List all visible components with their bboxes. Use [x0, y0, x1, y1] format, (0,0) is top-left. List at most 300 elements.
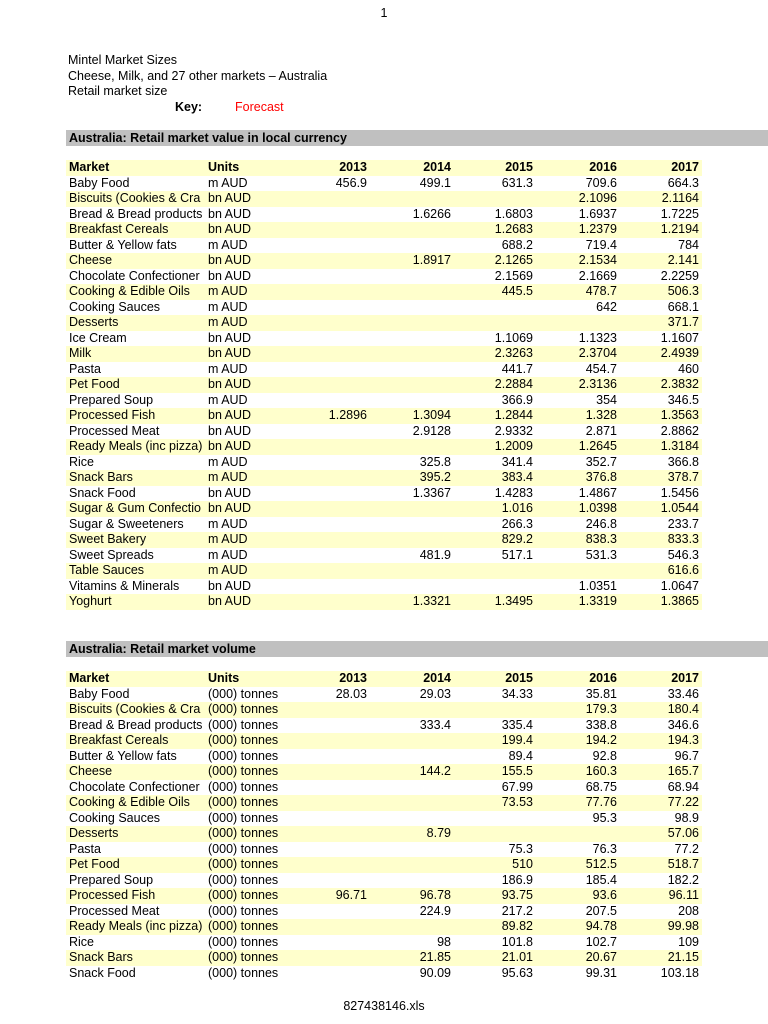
market-cell: Bread & Bread products — [69, 206, 203, 221]
value-cell: 460 — [678, 361, 699, 376]
value-cell — [300, 795, 370, 811]
value-cell: 1.2683 — [454, 222, 536, 238]
table-row — [66, 532, 702, 548]
value-cell — [536, 315, 620, 331]
table-row — [66, 408, 702, 424]
value-cell: 1.2379 — [536, 222, 620, 238]
table-row — [66, 842, 702, 858]
market-cell: Prepared Soup — [69, 872, 154, 887]
table-row — [66, 346, 702, 362]
header-row — [66, 671, 702, 687]
column-header: 2015 — [454, 160, 536, 176]
value-cell — [370, 191, 454, 207]
value-cell — [370, 222, 454, 238]
value-cell: 21.85 — [370, 950, 454, 966]
value-cell — [300, 842, 370, 858]
table-row — [66, 888, 702, 904]
value-cell: 179.3 — [536, 702, 620, 718]
units-cell: (000) tonnes — [208, 934, 279, 949]
table-row — [66, 718, 702, 734]
table-row — [66, 207, 702, 223]
value-cell — [300, 749, 370, 765]
value-cell — [370, 857, 454, 873]
units-cell: m AUD — [208, 516, 248, 531]
units-cell: m AUD — [208, 237, 248, 252]
value-cell: 182.2 — [667, 872, 699, 887]
volume-section-title: Australia: Retail market volume — [66, 641, 768, 657]
value-cell: 68.75 — [585, 779, 617, 794]
value-cell: 631.3 — [501, 175, 533, 190]
market-cell: Processed Fish — [66, 888, 205, 904]
table-row — [66, 873, 702, 889]
market-cell: Snack Bars — [66, 470, 205, 486]
column-header: 2017 — [620, 160, 702, 176]
units-cell: bn AUD — [205, 191, 300, 207]
market-cell: Desserts — [66, 826, 205, 842]
value-cell: 510 — [454, 857, 536, 873]
value-cell: 1.2009 — [454, 439, 536, 455]
market-cell: Ready Meals (inc pizza) — [66, 439, 205, 455]
value-cell: 456.9 — [335, 175, 367, 190]
value-cell — [300, 826, 370, 842]
value-cell — [300, 331, 370, 347]
value-cell: 103.18 — [660, 965, 699, 980]
value-cell — [454, 826, 536, 842]
value-cell: 1.0647 — [660, 578, 699, 593]
table-row — [66, 315, 702, 331]
value-cell: 2.1669 — [578, 268, 617, 283]
market-cell: Cooking & Edible Oils — [66, 284, 205, 300]
value-cell — [300, 811, 370, 827]
market-cell: Pasta — [69, 841, 101, 856]
value-cell: 95.63 — [501, 965, 533, 980]
value-cell: 531.3 — [585, 547, 617, 562]
table-row — [66, 857, 702, 873]
value-cell: 224.9 — [419, 903, 451, 918]
value-cell — [300, 594, 370, 610]
value-cell — [300, 919, 370, 935]
value-cell: 378.7 — [620, 470, 702, 486]
column-header: 2015 — [454, 671, 536, 687]
value-cell — [300, 904, 370, 920]
value-cell: 96.7 — [674, 748, 699, 763]
value-cell: 1.6803 — [494, 206, 533, 221]
units-cell: bn AUD — [205, 222, 300, 238]
value-cell: 2.2884 — [454, 377, 536, 393]
value-cell: 160.3 — [536, 764, 620, 780]
value-cell — [300, 780, 370, 796]
value-cell: 506.3 — [620, 284, 702, 300]
value-cell: 1.7225 — [660, 206, 699, 221]
units-cell: m AUD — [208, 454, 248, 469]
table-row — [66, 470, 702, 486]
market-cell: Cheese — [66, 253, 205, 269]
value-cell: 89.4 — [508, 748, 533, 763]
value-cell: 2.1569 — [494, 268, 533, 283]
value-cell: 499.1 — [419, 175, 451, 190]
table-row — [66, 455, 702, 471]
table-row — [66, 362, 702, 378]
units-cell: (000) tonnes — [208, 717, 279, 732]
units-cell: (000) tonnes — [205, 857, 300, 873]
value-cell: 77.76 — [536, 795, 620, 811]
value-cell — [300, 966, 370, 982]
value-cell — [300, 935, 370, 951]
value-cell: 1.3563 — [620, 408, 702, 424]
value-cell: 180.4 — [620, 702, 702, 718]
key-forecast: Forecast — [235, 99, 284, 114]
table-row — [66, 919, 702, 935]
value-cell: 1.6266 — [412, 206, 451, 221]
value-cell — [370, 346, 454, 362]
market-cell: Table Sauces — [66, 563, 205, 579]
table-row — [66, 517, 702, 533]
value-cell: 2.1096 — [536, 191, 620, 207]
value-cell: 1.3367 — [412, 485, 451, 500]
column-header: 2016 — [536, 671, 620, 687]
units-cell: m AUD — [208, 361, 248, 376]
value-cell: 719.4 — [585, 237, 617, 252]
table-row — [66, 935, 702, 951]
column-header: 2013 — [300, 160, 370, 176]
value-cell: 2.1265 — [454, 253, 536, 269]
value-cell: 96.78 — [370, 888, 454, 904]
value-cell — [300, 950, 370, 966]
table-row — [66, 486, 702, 502]
value-cell — [300, 455, 370, 471]
value-cell — [300, 393, 370, 409]
units-cell: bn AUD — [208, 423, 252, 438]
units-cell: m AUD — [208, 547, 248, 562]
units-cell: (000) tonnes — [205, 950, 300, 966]
value-cell: 441.7 — [501, 361, 533, 376]
units-cell: bn AUD — [205, 501, 300, 517]
value-cell: 20.67 — [536, 950, 620, 966]
market-cell: Processed Meat — [69, 903, 160, 918]
value-cell — [300, 873, 370, 889]
units-cell: bn AUD — [205, 439, 300, 455]
value-cell: 664.3 — [667, 175, 699, 190]
value-cell: 99.31 — [585, 965, 617, 980]
value-cell — [300, 563, 370, 579]
value-cell: 1.2645 — [536, 439, 620, 455]
value-cell — [370, 315, 454, 331]
value-cell: 199.4 — [454, 733, 536, 749]
value-cell: 829.2 — [454, 532, 536, 548]
value-cell — [454, 191, 536, 207]
units-cell: (000) tonnes — [208, 903, 279, 918]
value-cell: 34.33 — [501, 686, 533, 701]
report-subtitle: Cheese, Milk, and 27 other markets – Australia — [68, 68, 328, 83]
value-cell — [300, 702, 370, 718]
value-cell: 341.4 — [501, 454, 533, 469]
value-cell: 2.141 — [620, 253, 702, 269]
column-header: Market — [66, 671, 205, 687]
market-cell: Processed Meat — [69, 423, 160, 438]
table-row — [66, 579, 702, 595]
units-cell: (000) tonnes — [205, 888, 300, 904]
value-cell: 194.2 — [536, 733, 620, 749]
value-cell: 185.4 — [585, 872, 617, 887]
market-cell: Bread & Bread products — [69, 717, 203, 732]
value-cell — [370, 362, 454, 378]
value-cell — [454, 300, 536, 316]
table-row — [66, 501, 702, 517]
value-cell — [300, 300, 370, 316]
value-cell: 1.0351 — [578, 578, 617, 593]
value-cell: 1.2844 — [454, 408, 536, 424]
header-row — [66, 160, 702, 176]
table-row — [66, 795, 702, 811]
value-cell: 28.03 — [335, 686, 367, 701]
value-cell: 1.1607 — [660, 330, 699, 345]
value-cell: 92.8 — [592, 748, 617, 763]
table-row — [66, 424, 702, 440]
value-cell: 1.4283 — [494, 485, 533, 500]
market-cell: Baby Food — [69, 686, 130, 701]
market-cell: Cheese — [66, 764, 205, 780]
file-name-footer: 827438146.xls — [343, 999, 425, 1013]
units-cell: (000) tonnes — [208, 810, 279, 825]
market-cell: Biscuits (Cookies & Cra — [66, 191, 205, 207]
column-header: 2017 — [620, 671, 702, 687]
value-cell: 454.7 — [585, 361, 617, 376]
value-cell — [370, 377, 454, 393]
value-cell: 1.1323 — [578, 330, 617, 345]
value-cell — [370, 811, 454, 827]
value-cell — [454, 702, 536, 718]
value-cell — [370, 331, 454, 347]
value-cell: 616.6 — [620, 563, 702, 579]
table-row — [66, 253, 702, 269]
value-cell: 1.3094 — [370, 408, 454, 424]
units-cell: (000) tonnes — [205, 764, 300, 780]
value-cell — [300, 284, 370, 300]
table-row — [66, 764, 702, 780]
value-cell — [300, 424, 370, 440]
market-cell: Chocolate Confectioner — [69, 779, 200, 794]
market-cell: Pasta — [69, 361, 101, 376]
table-row — [66, 377, 702, 393]
market-cell: Cooking Sauces — [69, 299, 161, 314]
value-cell: 2.2259 — [660, 268, 699, 283]
value-cell — [300, 548, 370, 564]
table-row — [66, 300, 702, 316]
units-cell: m AUD — [205, 532, 300, 548]
value-cell: 207.5 — [585, 903, 617, 918]
value-cell: 1.4867 — [578, 485, 617, 500]
market-cell: Ready Meals (inc pizza) — [66, 919, 205, 935]
value-cell — [300, 207, 370, 223]
value-cell: 2.3832 — [620, 377, 702, 393]
value-cell: 838.3 — [536, 532, 620, 548]
value-cell: 93.6 — [536, 888, 620, 904]
value-cell — [300, 501, 370, 517]
value-cell — [370, 393, 454, 409]
table-row — [66, 439, 702, 455]
value-cell: 1.3321 — [370, 594, 454, 610]
market-cell: Sweet Bakery — [66, 532, 205, 548]
value-cell: 1.8917 — [370, 253, 454, 269]
table-row — [66, 284, 702, 300]
table-row — [66, 269, 702, 285]
value-cell: 2.1164 — [620, 191, 702, 207]
market-cell: Biscuits (Cookies & Cra — [66, 702, 205, 718]
units-cell: (000) tonnes — [208, 779, 279, 794]
market-cell: Desserts — [66, 315, 205, 331]
value-cell: 784 — [678, 237, 699, 252]
value-cell: 266.3 — [501, 516, 533, 531]
value-cell — [370, 873, 454, 889]
table-row — [66, 548, 702, 564]
market-cell: Yoghurt — [66, 594, 205, 610]
units-cell: m AUD — [208, 299, 248, 314]
value-cell: 2.8862 — [660, 423, 699, 438]
column-header: Units — [205, 160, 300, 176]
legend-key — [68, 100, 327, 116]
units-cell: bn AUD — [205, 346, 300, 362]
units-cell: bn AUD — [208, 268, 252, 283]
value-cell: 33.46 — [667, 686, 699, 701]
market-cell: Sweet Spreads — [69, 547, 154, 562]
units-cell: (000) tonnes — [208, 748, 279, 763]
value-cell — [370, 919, 454, 935]
value-cell — [300, 238, 370, 254]
value-cell: 98 — [437, 934, 451, 949]
value-cell — [370, 842, 454, 858]
value-cell — [300, 579, 370, 595]
value-cell: 57.06 — [620, 826, 702, 842]
value-cell: 481.9 — [419, 547, 451, 562]
market-cell: Vitamins & Minerals — [69, 578, 180, 593]
value-cell: 445.5 — [454, 284, 536, 300]
value-cell: 2.3136 — [536, 377, 620, 393]
value-cell: 76.3 — [592, 841, 617, 856]
value-cell — [370, 439, 454, 455]
value-cell — [370, 269, 454, 285]
market-cell: Butter & Yellow fats — [69, 237, 177, 252]
value-cell: 35.81 — [585, 686, 617, 701]
value-cell — [300, 517, 370, 533]
value-cell: 1.1069 — [494, 330, 533, 345]
units-cell: (000) tonnes — [205, 826, 300, 842]
value-cell: 366.8 — [667, 454, 699, 469]
units-cell: m AUD — [208, 392, 248, 407]
column-header: 2013 — [300, 671, 370, 687]
value-cell: 90.09 — [419, 965, 451, 980]
value-cell: 96.11 — [620, 888, 702, 904]
market-cell: Pet Food — [66, 377, 205, 393]
market-cell: Butter & Yellow fats — [69, 748, 177, 763]
market-cell: Chocolate Confectioner — [69, 268, 200, 283]
page-number: 1 — [380, 6, 388, 20]
table-row — [66, 811, 702, 827]
units-cell: m AUD — [208, 175, 248, 190]
value-cell: 67.99 — [501, 779, 533, 794]
table-row — [66, 687, 702, 703]
value-cell — [454, 811, 536, 827]
value-cell — [370, 517, 454, 533]
value-cell: 335.4 — [501, 717, 533, 732]
units-cell: m AUD — [205, 470, 300, 486]
value-cell: 186.9 — [501, 872, 533, 887]
units-cell: (000) tonnes — [205, 733, 300, 749]
value-cell — [300, 362, 370, 378]
units-cell: bn AUD — [208, 206, 252, 221]
value-cell: 21.15 — [620, 950, 702, 966]
value-cell: 95.3 — [592, 810, 617, 825]
table-row — [66, 966, 702, 982]
table-row — [66, 331, 702, 347]
table-row — [66, 780, 702, 796]
market-cell: Breakfast Cereals — [66, 222, 205, 238]
value-cell: 77.22 — [620, 795, 702, 811]
value-cell — [370, 780, 454, 796]
column-header: 2016 — [536, 160, 620, 176]
value-cell — [300, 315, 370, 331]
units-cell: bn AUD — [205, 253, 300, 269]
units-cell: bn AUD — [208, 330, 252, 345]
value-cell: 333.4 — [419, 717, 451, 732]
column-header: Units — [205, 671, 300, 687]
value-cell: 642 — [596, 299, 617, 314]
market-cell: Processed Fish — [66, 408, 205, 424]
units-cell: (000) tonnes — [205, 702, 300, 718]
value-cell — [300, 269, 370, 285]
units-cell: (000) tonnes — [208, 686, 279, 701]
value-cell — [370, 579, 454, 595]
value-cell: 208 — [678, 903, 699, 918]
value-cell: 1.0544 — [620, 501, 702, 517]
value-cell: 325.8 — [419, 454, 451, 469]
value-cell: 246.8 — [585, 516, 617, 531]
value-cell — [370, 284, 454, 300]
units-cell: bn AUD — [205, 594, 300, 610]
value-cell: 96.71 — [300, 888, 370, 904]
units-cell: bn AUD — [205, 377, 300, 393]
volume-table — [66, 671, 702, 981]
value-cell: 99.98 — [620, 919, 702, 935]
market-cell: Rice — [69, 934, 95, 949]
value-cell: 102.7 — [585, 934, 617, 949]
value-cell: 68.94 — [667, 779, 699, 794]
table-row — [66, 594, 702, 610]
value-cell: 98.9 — [674, 810, 699, 825]
key-label: Key: — [175, 99, 203, 114]
value-cell: 101.8 — [501, 934, 533, 949]
value-cell — [370, 702, 454, 718]
value-cell: 8.79 — [370, 826, 454, 842]
value-cell — [300, 733, 370, 749]
table-row — [66, 176, 702, 192]
units-cell: (000) tonnes — [208, 872, 279, 887]
column-header: 2014 — [370, 671, 454, 687]
value-cell: 1.2896 — [300, 408, 370, 424]
value-cell: 352.7 — [585, 454, 617, 469]
value-cell: 1.2194 — [620, 222, 702, 238]
value-cell: 546.3 — [667, 547, 699, 562]
units-cell: (000) tonnes — [208, 965, 279, 980]
value-cell — [300, 486, 370, 502]
value-cell: 21.01 — [454, 950, 536, 966]
value-cell: 371.7 — [620, 315, 702, 331]
table-row — [66, 749, 702, 765]
value-cell: 1.5456 — [660, 485, 699, 500]
table-row — [66, 904, 702, 920]
value-cell — [370, 795, 454, 811]
market-cell: Ice Cream — [69, 330, 127, 345]
value-cell: 2.3704 — [536, 346, 620, 362]
